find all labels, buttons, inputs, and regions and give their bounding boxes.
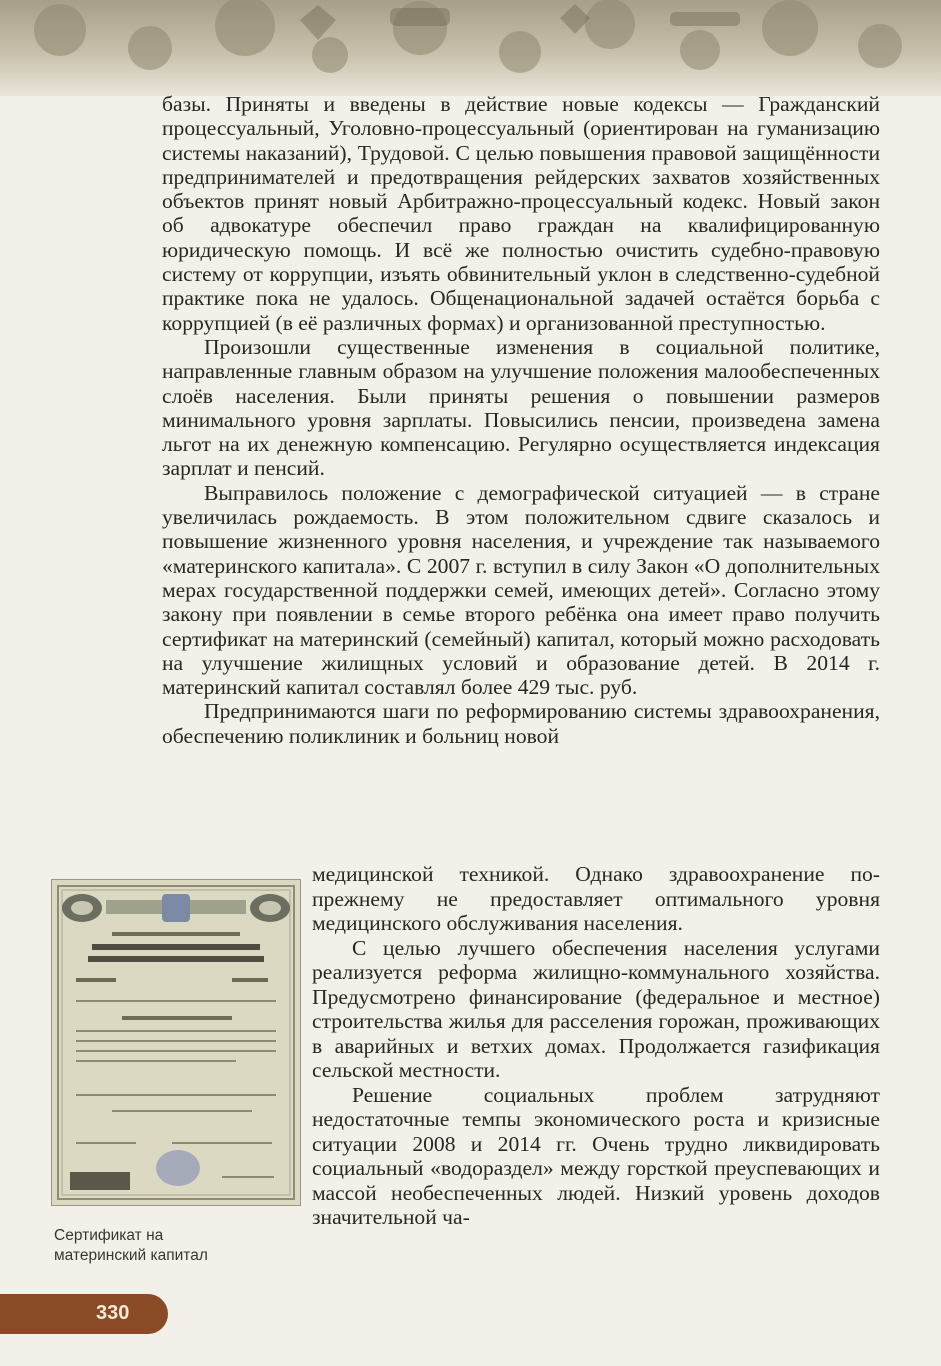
page-number: 330 (96, 1302, 130, 1324)
paragraph-healthcare-start: Предпринимаются шаги по реформированию системы здравоохранения, обеспечению поликлиник и больниц новой (162, 699, 880, 748)
figure-caption (54, 1226, 294, 1266)
paragraph-social-policy: Произошли существенные изменения в социальной политике, направленные главным образом на улучшение положения малообеспеченных слоёв населения. Были приняты решения о повышении размеров минимального уровня зарплаты. Повысились пенсии, произведена замена льгот на их денежную компенсацию. Регулярно осуществляется индексация зарплат и пенсий. (162, 334, 880, 481)
page-number-tab (0, 1294, 168, 1334)
paragraph-healthcare-end: медицинской техникой. Однако здравоохранение по-прежнему не предоставляет оптимального уровня медицинского обслуживания населения. (312, 862, 880, 935)
certificate-image (52, 880, 300, 1205)
wrapped-text-column (312, 862, 880, 1230)
paragraph-legal-reform: базы. Приняты и введены в действие новые кодексы — Гражданский процессуальный, Уголовно-процессуальный (ориентирован на гуманизацию системы наказаний), Трудовой. С целью повышения правовой защищённости предпринимателей и предотвращения рейдерских захватов хозяйственных объектов принят новый Арбитражно-процессуальный кодекс. Новый закон об адвокатуре обеспечил право граждан на квалифицированную юридическую помощь. И всё же полностью очистить судебно-правовую систему от коррупции, изъять обвинительный уклон в следственно-судебной практике пока не удалось. Общенациональной задачей остаётся борьба с коррупцией (в её различных формах) и организованной преступностью. (162, 92, 880, 335)
header-ornament-image (0, 0, 941, 96)
caption-line-2: материнский капитал (54, 1247, 208, 1264)
paragraph-social-problems: Решение социальных проблем затрудняют недостаточные темпы экономического роста и кризисные ситуации 2008 и 2014 гг. Очень трудно ликвидировать социальный «водораздел» между горсткой преуспевающих и массой необеспеченных людей. Низкий уровень доходов значительной ча- (312, 1082, 880, 1229)
main-text-column (162, 92, 880, 748)
header-decorative-band (0, 0, 941, 96)
paragraph-housing-reform: С целью лучшего обеспечения населения услугами реализуется реформа жилищно-коммунального хозяйства. Предусмотрено финансирование (федеральное и местное) строительства жилья для расселения горожан, проживающих в аварийных и ветхих домах. Продолжается газификация сельской местности. (312, 935, 880, 1082)
caption-line-1: Сертификат на (54, 1227, 164, 1244)
paragraph-demography: Выправилось положение с демографической ситуацией — в стране увеличилась рождаемость. В этом положительном сдвиге сказалось и повышение жизненного уровня населения, и учреждение так называемого «материнского капитала». С 2007 г. вступил в силу Закон «О дополнительных мерах государственной поддержки семей, имеющих детей». Согласно этому закону при появлении в семье второго ребёнка она имеет право получить сертификат на материнский (семейный) капитал, который можно расходовать на улучшение жилищных условий и образование детей. В 2014 г. материнский капитал составлял более 429 тыс. руб. (162, 480, 880, 700)
